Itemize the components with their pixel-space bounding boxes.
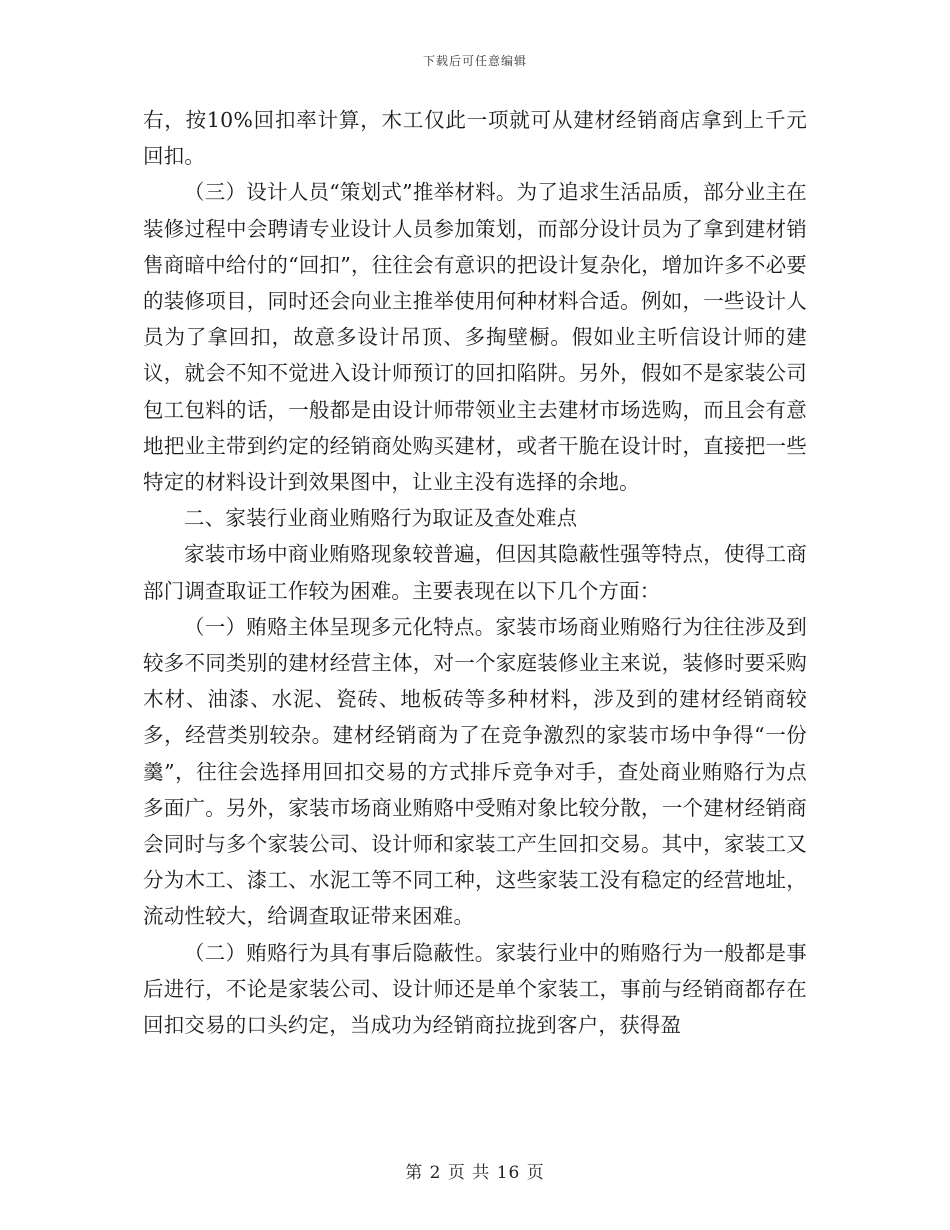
section-heading: 二、家装行业商业贿赂行为取证及查处难点 bbox=[184, 506, 578, 531]
paragraph: （一）贿赂主体呈现多元化特点。家装市场商业贿赂行为往往涉及到较多不同类别的建材经营主体，对一个家庭装修业主来说，装修时要采购木材、油漆、水泥、瓷砖、地板砖等多种材料，涉及到的建材经销商较多，经营类别较杂。建材经销商为了在竞争激烈的家装市场中争得“一份羹”，往往会选择用回扣交易的方式排斥竞争对手，查处商业贿赂行为点多面广。另外，家装市场商业贿赂中受贿对象比较分散，一个建材经销商会同时与多个家装公司、设计师和家装工产生回扣交易。其中，家装工又分为木工、漆工、水泥工等不同工种，这些家装工没有稳定的经营地址，流动性较大，给调查取证带来困难。 bbox=[143, 614, 807, 929]
paragraph: 家装市场中商业贿赂现象较普遍，但因其隐蔽性强等特点，使得工商部门调查取证工作较为困难。主要表现在以下几个方面： bbox=[143, 542, 807, 603]
page-footer: 第 2 页 共 16 页 bbox=[405, 1163, 545, 1183]
body-text bbox=[143, 102, 807, 1043]
paragraph: 右，按10%回扣率计算，木工仅此一项就可从建材经销商店拿到上千元回扣。 bbox=[143, 108, 807, 169]
page-header: 下载后可任意编辑 bbox=[422, 54, 527, 68]
paragraph: （三）设计人员“策划式”推举材料。为了追求生活品质，部分业主在装修过程中会聘请专业设计人员参加策划，而部分设计员为了拿到建材销售商暗中给付的“回扣”，往往会有意识的把设计复杂化，增加许多不必要的装修项目，同时还会向业主推举使用何种材料合适。例如，一些设计人员为了拿回扣，故意多设计吊顶、多掏壁橱。假如业主听信设计师的建议，就会不知不觉进入设计师预订的回扣陷阱。另外，假如不是家装公司包工包料的话，一般都是由设计师带领业主去建材市场选购，而且会有意地把业主带到约定的经销商处购买建材，或者干脆在设计时，直接把一些特定的材料设计到效果图中，让业主没有选择的余地。 bbox=[143, 180, 807, 495]
paragraph: （二）贿赂行为具有事后隐蔽性。家装行业中的贿赂行为一般都是事后进行，不论是家装公司、设计师还是单个家装工，事前与经销商都存在回扣交易的口头约定，当成功为经销商拉拢到客户，获得盈 bbox=[143, 940, 807, 1038]
